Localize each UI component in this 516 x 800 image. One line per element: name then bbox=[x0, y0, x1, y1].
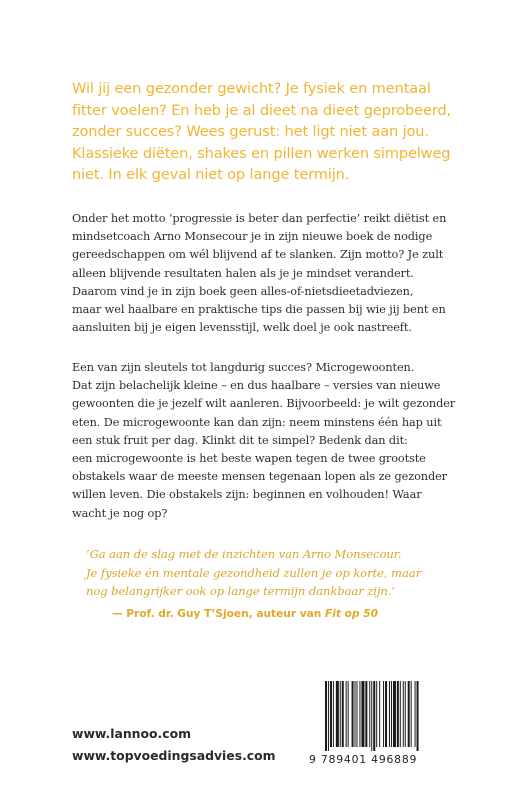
barcode-bar bbox=[357, 681, 358, 747]
body-line: Dat zijn belachelijk kleine – en dus haalbare – versies van nieuwe bbox=[72, 379, 441, 393]
endorsement-quote bbox=[86, 545, 486, 601]
barcode-bar bbox=[417, 681, 419, 751]
barcode-bar bbox=[330, 681, 332, 747]
quote-attribution bbox=[112, 608, 378, 620]
body-line: Een van zijn sleutels tot langdurig succes? Microgewoonten. bbox=[72, 361, 415, 374]
barcode-bar bbox=[403, 681, 404, 747]
barcode-bar bbox=[325, 681, 327, 751]
body-line: eten. De microgewoonte kan dan zijn: neem minstens één hap uit bbox=[72, 415, 442, 429]
quote-line: Je fysieke én mentale gezondheid zullen je op korte, maar bbox=[86, 565, 422, 580]
barcode-bar bbox=[389, 681, 390, 747]
barcode-bar bbox=[411, 681, 412, 747]
body-line: gewoonten die je jezelf wilt aanleren. Bijvoorbeeld: je wilt gezonder bbox=[72, 397, 456, 411]
barcode-bar bbox=[361, 681, 364, 747]
body-line: aansluiten bij je eigen levensstijl, welk doel je ook nastreeft. bbox=[72, 321, 412, 335]
barcode-bar bbox=[400, 681, 401, 747]
url-lannoo[interactable]: www.lannoo.com bbox=[72, 726, 192, 741]
barcode-bar bbox=[397, 681, 399, 747]
lead-line: niet. In elk geval niet op lange termijn. bbox=[72, 166, 350, 184]
blurb-lead bbox=[72, 78, 472, 186]
body-line: maar wel haalbare en praktische tips die passen bij wie jij bent en bbox=[72, 303, 446, 317]
isbn-number: 9 789401 496889 bbox=[309, 753, 418, 766]
body-line: wacht je nog op? bbox=[72, 506, 168, 520]
body-line: alleen blijvende resultaten halen als je je mindset verandert. bbox=[72, 266, 414, 280]
barcode-bar bbox=[376, 681, 377, 747]
isbn-barcode bbox=[309, 681, 447, 767]
body-line: mindsetcoach Arno Monsecour je in zijn nieuwe boek de nodige bbox=[72, 230, 433, 244]
lead-line: Klassieke diëten, shakes en pillen werken simpelweg bbox=[72, 144, 451, 162]
url-topvoedingsadvies[interactable]: www.topvoedingsadvies.com bbox=[72, 748, 276, 763]
barcode-bar bbox=[346, 681, 347, 747]
body-line: willen leven. Die obstakels zijn: beginnen en volhouden! Waar bbox=[72, 488, 422, 502]
barcode-bar bbox=[352, 681, 354, 747]
body-line: Onder het motto ‘progressie is beter dan perfectie’ reikt diëtist en bbox=[72, 212, 447, 225]
body-line: obstakels waar de meeste mensen tegenaan lopen als ze gezonder bbox=[72, 470, 447, 484]
barcode-bar bbox=[405, 681, 406, 747]
barcode-bar bbox=[371, 681, 372, 751]
barcode-bar bbox=[365, 681, 367, 747]
barcode-bar bbox=[373, 681, 375, 751]
barcode-bar bbox=[415, 681, 416, 747]
barcode-bar bbox=[328, 681, 329, 751]
barcode-bar bbox=[359, 681, 360, 747]
barcode-bar bbox=[336, 681, 339, 747]
quote-line: nog belangrijker ook op lange termijn dankbaar zijn.’ bbox=[86, 584, 395, 599]
barcode-bar bbox=[408, 681, 410, 747]
body-paragraph-1 bbox=[72, 210, 492, 337]
attribution-author: — Prof. dr. Guy T’Sjoen, auteur van bbox=[112, 608, 326, 620]
quote-line: ‘Ga aan de slag met de inzichten van Arno Monsecour. bbox=[86, 547, 402, 561]
attribution-book-title: Fit op 50 bbox=[325, 608, 378, 620]
lead-line: fitter voelen? En heb je al dieet na dieet geprobeerd, bbox=[72, 101, 451, 119]
barcode-bar bbox=[348, 681, 349, 747]
barcode-bar bbox=[333, 681, 334, 747]
lead-line: zonder succes? Wees gerust: het ligt niet aan jou. bbox=[72, 123, 429, 141]
barcode-bar bbox=[342, 681, 344, 747]
barcode-bar bbox=[383, 681, 384, 747]
barcode-bar bbox=[355, 681, 356, 747]
barcode-bar bbox=[369, 681, 370, 747]
body-line: gereedschappen om wél blijvend af te slanken. Zijn motto? Je zult bbox=[72, 248, 444, 262]
barcode-bar bbox=[385, 681, 387, 747]
lead-line: Wil jij een gezonder gewicht? Je fysiek en mentaal bbox=[72, 80, 431, 97]
barcode-bar bbox=[379, 681, 380, 747]
body-paragraph-2 bbox=[72, 359, 492, 523]
barcode-bar bbox=[340, 681, 341, 747]
barcode-bar bbox=[393, 681, 396, 747]
barcode-bars bbox=[323, 681, 433, 751]
barcode-bar bbox=[391, 681, 392, 747]
body-line: een microgewoonte is het beste wapen tegen de twee grootste bbox=[72, 452, 426, 466]
publisher-urls bbox=[72, 723, 276, 767]
body-line: Daarom vind je in zijn boek geen alles-of-nietsdieetadviezen, bbox=[72, 284, 414, 298]
body-line: een stuk fruit per dag. Klinkt dit te simpel? Bedenk dan dit: bbox=[72, 433, 408, 447]
